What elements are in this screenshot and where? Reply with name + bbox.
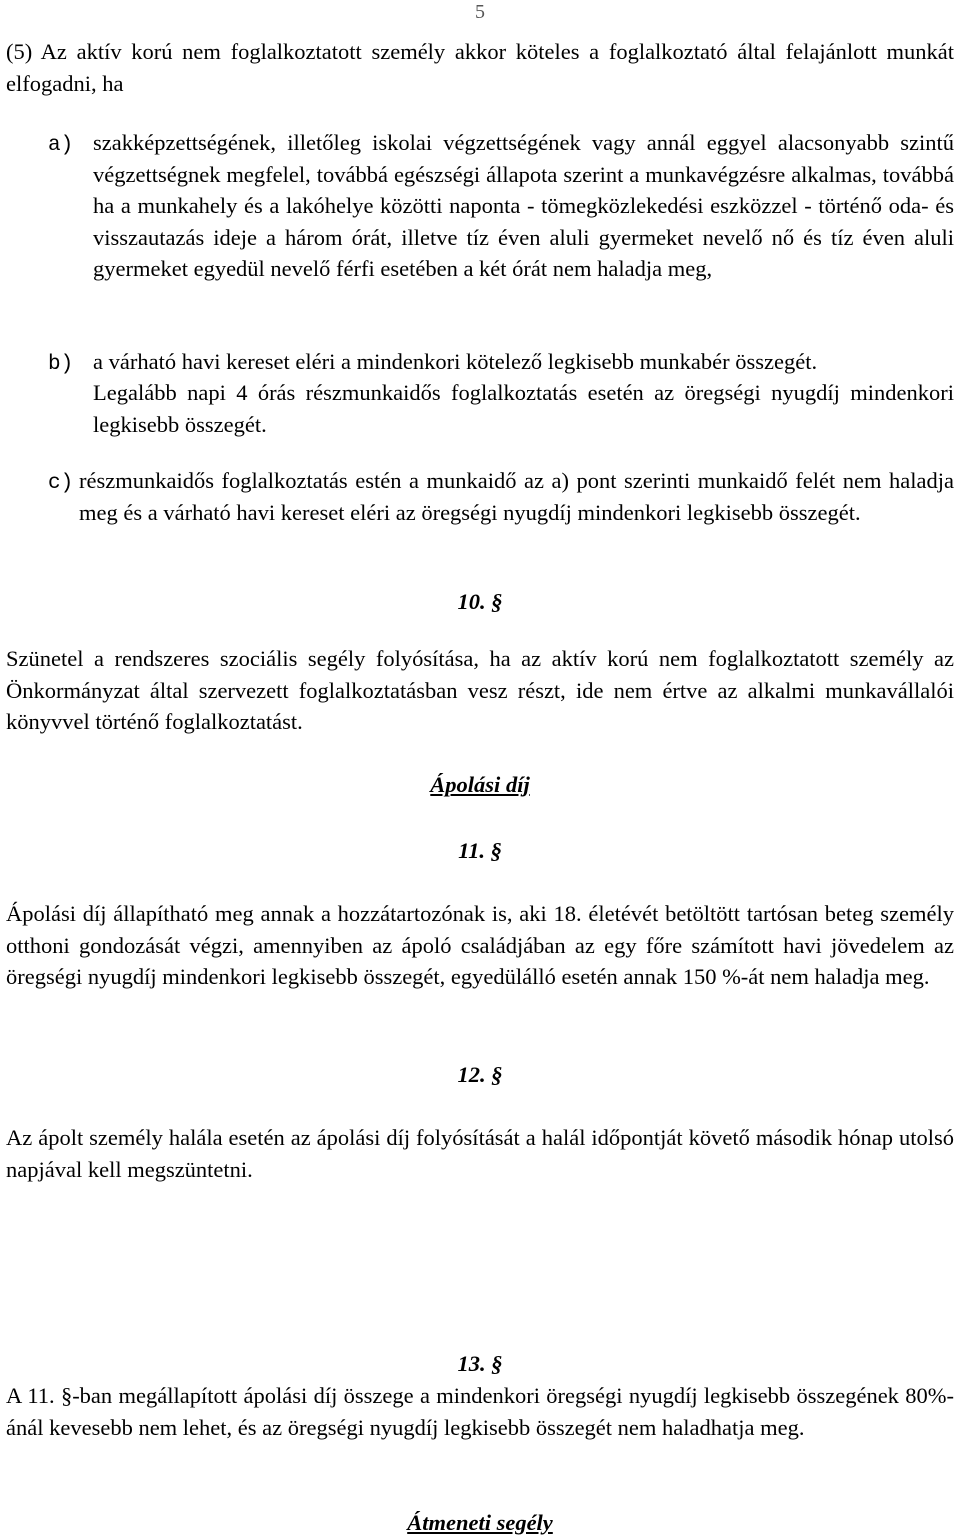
section-13-heading: 13. § [457, 1351, 503, 1376]
section-11-heading: 11. § [458, 838, 502, 863]
item-b-marker: b) [48, 353, 74, 376]
section-13-text: A 11. §-ban megállapított ápolási díj összege a mindenkori öregségi nyugdíj legkisebb összegének 80%-ánál kevesebb nem lehet, és az öregségi nyugdíj legkisebb összegét nem haladhatja meg. [6, 1383, 954, 1440]
item-c-marker: c) [48, 472, 74, 495]
section-12-heading: 12. § [457, 1062, 503, 1087]
section-11-text: Ápolási díj állapítható meg annak a hozzátartozónak is, aki 18. életévét betöltött tartósan beteg személy otthoni gondozását végzi, amennyiben az ápoló családjában az egy főre számított havi jövedelem az öregségi nyugdíj mindenkori legkisebb összegét, egyedülálló esetén annak 150 %-át nem haladja meg. [6, 901, 954, 989]
section-10-text: Szünetel a rendszeres szociális segély folyósítása, ha az aktív korú nem foglalkoztatott személy az Önkormányzat által szervezett foglalkoztatásban vesz részt, ide nem értve az alkalmi munkavállalói könyvvel történő foglalkoztatást. [6, 646, 954, 734]
page-number: 5 [475, 1, 485, 23]
atmeneti-segely-title: Átmeneti segély [407, 1510, 553, 1535]
item-a-text: szakképzettségének, illetőleg iskolai végzettségének vagy annál eggyel alacsonyabb szintű végzettségnek megfelel, továbbá egészségi állapota szerint a munkavégzésre alkalmas, továbbá ha a munkahely és a lakóhelye közötti naponta - tömegközlekedési eszközzel - történő oda- és visszautazás ideje a három órát, illetve tíz éven aluli gyermeket nevelő nő és tíz éven aluli gyermeket egyedül nevelő férfi esetében a két órát nem haladja meg, [93, 130, 954, 281]
paragraph-5-intro: (5) Az aktív korú nem foglalkoztatott személy akkor köteles a foglalkoztató által felajánlott munkát elfogadni, ha [6, 39, 954, 96]
apolasi-dij-title: Ápolási díj [430, 772, 530, 797]
section-12-text: Az ápolt személy halála esetén az ápolási díj folyósítását a halál időpontját követő második hónap utolsó napjával kell megszüntetni. [6, 1125, 954, 1182]
item-b-text: a várható havi kereset eléri a mindenkori kötelező legkisebb munkabér összegét. [93, 349, 818, 374]
item-a-marker: a) [48, 134, 74, 157]
section-10-heading: 10. § [457, 589, 503, 614]
item-b-text-2: Legalább napi 4 órás részmunkaidős foglalkoztatás esetén az öregségi nyugdíj mindenkori legkisebb összegét. [93, 380, 954, 437]
item-c-text: részmunkaidős foglalkoztatás estén a munkaidő az a) pont szerinti munkaidő felét nem haladja meg és a várható havi kereset eléri az öregségi nyugdíj mindenkori legkisebb összegét. [79, 468, 954, 525]
